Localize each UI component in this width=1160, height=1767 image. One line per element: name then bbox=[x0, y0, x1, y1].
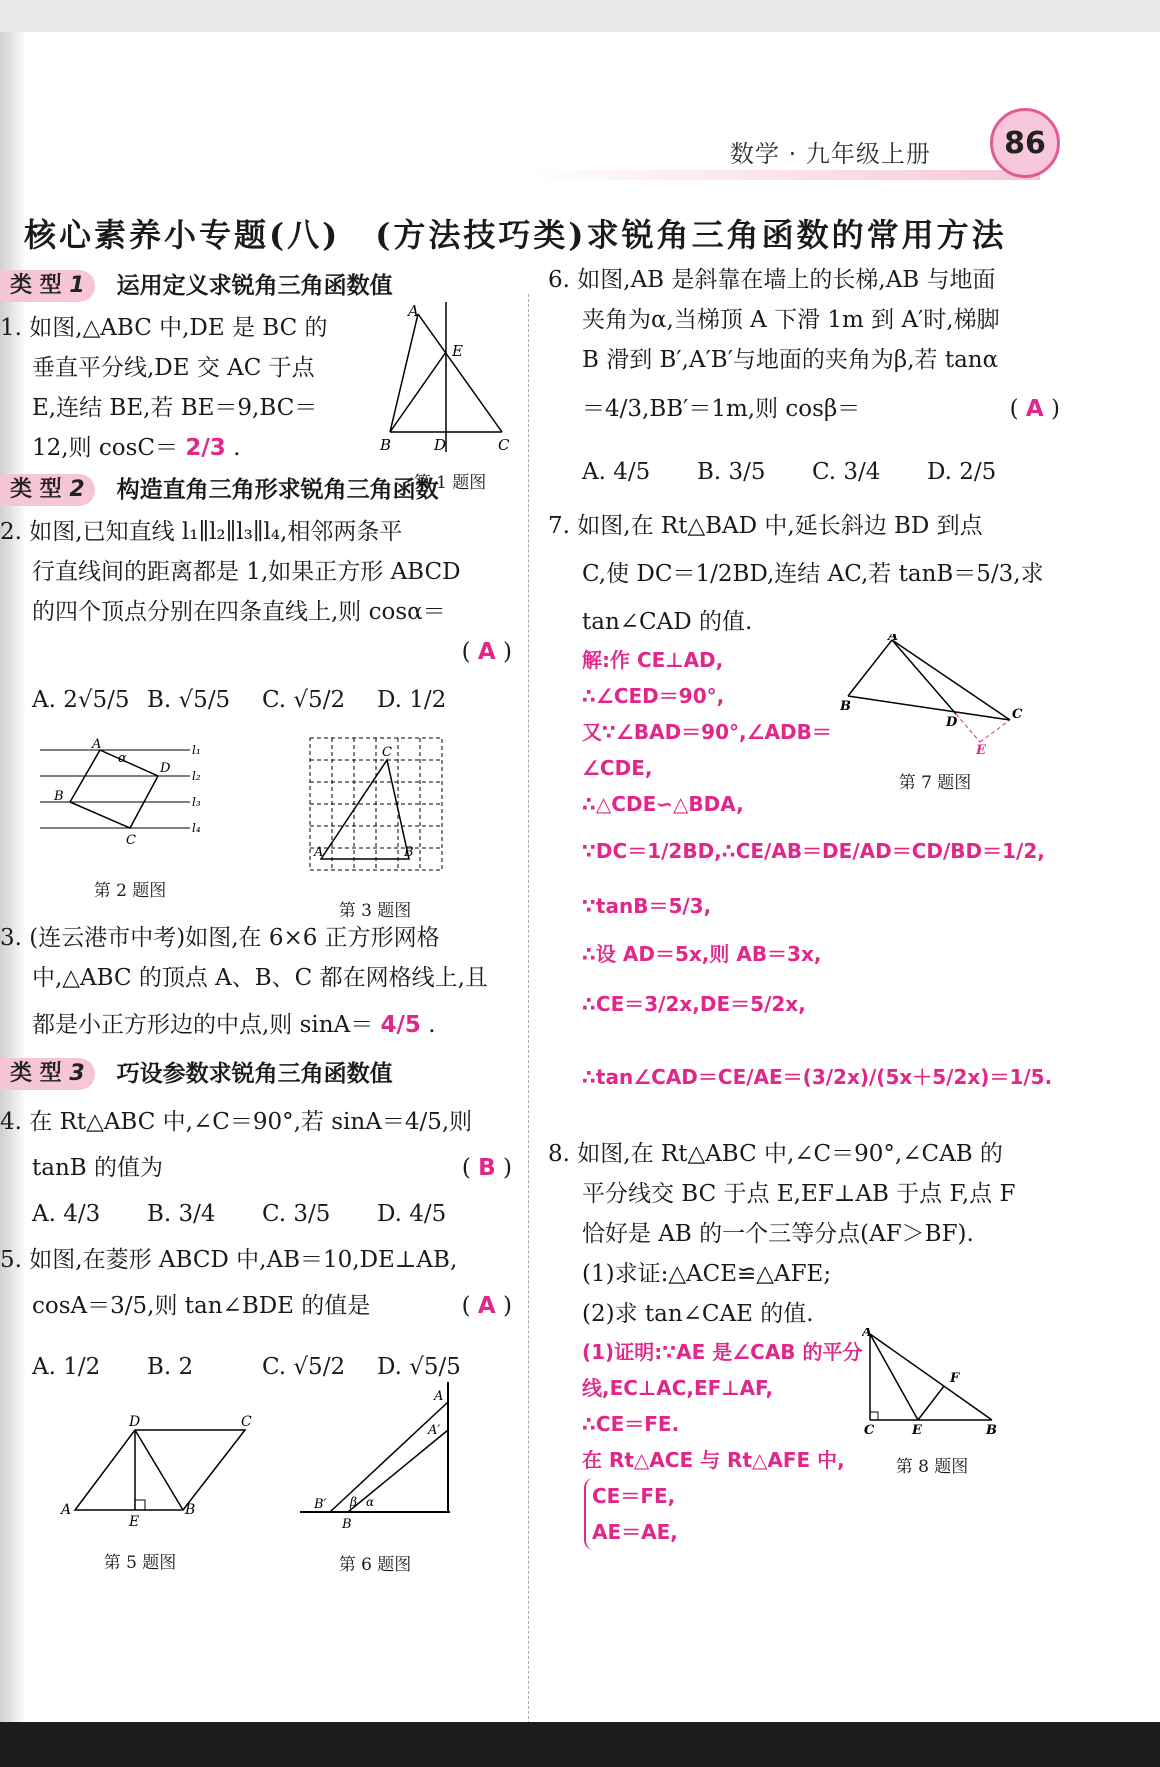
solution-line: AE＝AE, bbox=[592, 1520, 678, 1544]
q2-q3-figures bbox=[0, 728, 520, 921]
svg-text:C: C bbox=[126, 833, 136, 848]
page-header bbox=[520, 104, 1060, 186]
type-title: 运用定义求锐角三角函数值 bbox=[116, 273, 393, 299]
figure-caption: 第 1 题图 bbox=[413, 473, 487, 493]
type-3-heading bbox=[0, 1056, 520, 1092]
question-2 bbox=[0, 512, 520, 921]
system-brace bbox=[584, 1478, 772, 1550]
page-title: 核心素养小专题(八) (方法技巧类)求锐角三角函数的常用方法 bbox=[24, 216, 1007, 254]
q7-line: tan∠CAD 的值. bbox=[582, 609, 753, 635]
figure-7 bbox=[840, 634, 1030, 801]
option: C. √5/2 bbox=[262, 1354, 346, 1380]
figure-8 bbox=[862, 1328, 1002, 1485]
option: C. √5/2 bbox=[262, 687, 346, 713]
figure-caption: 第 2 题图 bbox=[93, 881, 167, 901]
right-triangle-figure bbox=[862, 1328, 1002, 1438]
svg-text:B: B bbox=[380, 436, 392, 454]
svg-text:D: D bbox=[160, 761, 171, 776]
q6-line: ＝4/3,BB′＝1m,则 cosβ＝ ( A ) bbox=[582, 396, 1060, 422]
svg-text:E: E bbox=[912, 1423, 922, 1438]
q3-line: 3. (连云港市中考)如图,在 6×6 正方形网格 bbox=[0, 925, 440, 951]
svg-text:α: α bbox=[366, 1495, 375, 1509]
option: C. 3/4 bbox=[812, 459, 881, 485]
triangle-bad-figure bbox=[840, 634, 1030, 754]
solution-line: ∵DC＝1/2BD,∴CE/AB＝DE/AD＝CD/BD＝1/2, bbox=[582, 839, 1045, 863]
svg-text:C: C bbox=[1012, 707, 1023, 722]
figure-3 bbox=[300, 728, 470, 931]
svg-text:A: A bbox=[408, 302, 419, 320]
option: B. 2 bbox=[147, 1354, 194, 1380]
q8-line: (1)求证:△ACE≌△AFE; bbox=[582, 1261, 832, 1287]
q1-answer: 2/3 bbox=[185, 435, 226, 461]
svg-text:E: E bbox=[976, 743, 986, 754]
q7-solution bbox=[548, 634, 1068, 1122]
option: A. 1/2 bbox=[32, 1354, 101, 1380]
q1-line: 垂直平分线,DE 交 AC 于点 bbox=[32, 355, 315, 381]
triangle-figure bbox=[380, 302, 520, 462]
solution-line: 解:作 CE⊥AD, bbox=[582, 648, 724, 672]
q3-line: 中,△ABC 的顶点 A、B、C 都在网格线上,且 bbox=[32, 965, 488, 991]
type-tag: 类 型 1 bbox=[0, 270, 95, 302]
svg-text:A′: A′ bbox=[428, 1423, 441, 1438]
solution-line: ∵tanB＝5/3, bbox=[582, 894, 712, 918]
solution-line: 在 Rt△ACE 与 Rt△AFE 中, bbox=[582, 1448, 845, 1472]
svg-text:F: F bbox=[950, 1371, 960, 1386]
svg-text:D: D bbox=[129, 1414, 141, 1430]
type-title: 巧设参数求锐角三角函数值 bbox=[116, 1061, 393, 1087]
ladder-figure bbox=[300, 1372, 460, 1532]
figure-1 bbox=[380, 302, 520, 503]
svg-text:C: C bbox=[864, 1423, 875, 1438]
svg-text:C: C bbox=[241, 1414, 252, 1430]
figure-caption: 第 5 题图 bbox=[103, 1553, 177, 1573]
type-tag: 类 型 3 bbox=[0, 1058, 95, 1090]
svg-text:l₁: l₁ bbox=[192, 743, 201, 757]
svg-text:A: A bbox=[61, 1502, 72, 1518]
q6-answer: A bbox=[1025, 396, 1044, 422]
q4-line: tanB 的值为 ( B ) bbox=[32, 1155, 512, 1181]
grid-figure bbox=[300, 728, 450, 878]
svg-text:D: D bbox=[434, 436, 447, 454]
figure-caption: 第 8 题图 bbox=[895, 1457, 969, 1477]
option: A. 2√5/5 bbox=[32, 687, 130, 713]
page-number-badge: 86 bbox=[990, 108, 1060, 178]
svg-text:l₄: l₄ bbox=[192, 821, 201, 835]
q2-answer-line: ( A ) bbox=[461, 639, 512, 665]
svg-text:D: D bbox=[946, 715, 958, 730]
q3-answer: 4/5 bbox=[380, 1012, 421, 1038]
svg-text:B: B bbox=[54, 789, 64, 804]
q6-line: 6. 如图,AB 是斜靠在墙上的长梯,AB 与地面 bbox=[548, 267, 996, 293]
question-3 bbox=[0, 918, 520, 1052]
figure-2 bbox=[40, 738, 220, 911]
solution-line: ∴tan∠CAD＝CE/AE＝(3/2x)/(5x＋5/2x)＝1/5. bbox=[582, 1065, 1053, 1089]
figure-caption: 第 6 题图 bbox=[338, 1555, 412, 1575]
svg-text:B′: B′ bbox=[314, 1497, 327, 1512]
page bbox=[0, 32, 1160, 1722]
option: D. 2/5 bbox=[927, 459, 997, 485]
question-4 bbox=[0, 1096, 520, 1240]
q7-line: C,使 DC＝1/2BD,连结 AC,若 tanB＝5/3,求 bbox=[582, 561, 1044, 587]
q3-line: 都是小正方形边的中点,则 sinA＝ 4/5 . bbox=[32, 1012, 436, 1038]
figure-6 bbox=[300, 1372, 470, 1585]
option: D. √5/5 bbox=[377, 1354, 461, 1380]
svg-text:β: β bbox=[350, 1495, 357, 1509]
option: D. 1/2 bbox=[377, 687, 447, 713]
figure-caption: 第 3 题图 bbox=[338, 901, 412, 921]
q6-options bbox=[548, 438, 1068, 506]
option: B. 3/4 bbox=[147, 1201, 216, 1227]
solution-line: 线,EC⊥AC,EF⊥AF, bbox=[582, 1376, 774, 1400]
solution-line: (1)证明:∵AE 是∠CAB 的平分 bbox=[582, 1340, 863, 1364]
svg-text:l₂: l₂ bbox=[192, 769, 201, 783]
option: C. 3/5 bbox=[262, 1201, 331, 1227]
svg-text:l₃: l₃ bbox=[192, 795, 201, 809]
q8-line: (2)求 tan∠CAE 的值. bbox=[582, 1301, 814, 1327]
svg-text:B: B bbox=[840, 699, 851, 714]
type-title: 构造直角三角形求锐角三角函数 bbox=[116, 477, 439, 503]
svg-text:E: E bbox=[129, 1514, 140, 1530]
svg-text:C: C bbox=[382, 745, 392, 760]
type-tag: 类 型 2 bbox=[0, 474, 95, 506]
q6-line: B 滑到 B′,A′B′与地面的夹角为β,若 tanα bbox=[582, 347, 999, 373]
figure-caption: 第 7 题图 bbox=[898, 773, 972, 793]
q1-line: E,连结 BE,若 BE＝9,BC＝ bbox=[32, 395, 318, 421]
q2-line: 行直线间的距离都是 1,如果正方形 ABCD bbox=[32, 559, 461, 585]
q2-line: 2. 如图,已知直线 l₁∥l₂∥l₃∥l₄,相邻两条平 bbox=[0, 519, 403, 545]
q1-line: 12,则 cosC＝ 2/3 . bbox=[32, 435, 241, 461]
header-band bbox=[520, 170, 1040, 180]
parallel-lines-figure bbox=[40, 738, 220, 858]
solution-line: ∴△CDE∽△BDA, bbox=[582, 792, 744, 816]
svg-text:B: B bbox=[342, 1517, 352, 1532]
rhombus-figure bbox=[55, 1410, 255, 1530]
q5-line: cosA＝3/5,则 tan∠BDE 的值是 ( A ) bbox=[32, 1293, 512, 1319]
solution-line: ∴设 AD＝5x,则 AB＝3x, bbox=[582, 942, 822, 966]
q8-line: 恰好是 AB 的一个三等分点(AF＞BF). bbox=[582, 1221, 974, 1247]
q8-line: 平分线交 BC 于点 E,EF⊥AB 于点 F,点 F bbox=[582, 1181, 1016, 1207]
svg-text:A: A bbox=[888, 634, 899, 644]
q4-answer: B bbox=[478, 1155, 496, 1181]
q4-line: 4. 在 Rt△ABC 中,∠C＝90°,若 sinA＝4/5,则 bbox=[0, 1109, 473, 1135]
svg-text:A: A bbox=[862, 1328, 873, 1340]
right-column bbox=[548, 260, 1068, 1550]
solution-line: ∴∠CED＝90°, bbox=[582, 684, 725, 708]
figure-5 bbox=[55, 1410, 255, 1583]
solution-line: 又∵∠BAD＝90°,∠ADB＝ bbox=[582, 720, 832, 744]
option: D. 4/5 bbox=[377, 1201, 447, 1227]
q5-line: 5. 如图,在菱形 ABCD 中,AB＝10,DE⊥AB, bbox=[0, 1247, 458, 1273]
svg-text:E: E bbox=[452, 342, 463, 360]
q2-answer: A bbox=[477, 639, 496, 665]
q7-line: 7. 如图,在 Rt△BAD 中,延长斜边 BD 到点 bbox=[548, 513, 983, 539]
svg-text:A: A bbox=[434, 1389, 444, 1404]
bottom-bar bbox=[0, 1722, 1160, 1767]
svg-text:A: A bbox=[314, 845, 324, 860]
q5-q6-figures bbox=[0, 1389, 520, 1582]
q4-options bbox=[0, 1188, 520, 1240]
solution-line: ∠CDE, bbox=[582, 756, 653, 780]
q2-line: 的四个顶点分别在四条直线上,则 cosα＝ bbox=[32, 599, 446, 625]
type-1-heading bbox=[0, 268, 520, 304]
svg-text:α: α bbox=[118, 751, 127, 766]
q2-options bbox=[0, 672, 520, 728]
subject-label: 数学 · 九年级上册 bbox=[730, 140, 931, 168]
q8-solution bbox=[548, 1328, 1068, 1550]
question-7 bbox=[548, 506, 1068, 1122]
solution-line: ∴CE＝3/2x,DE＝5/2x, bbox=[582, 992, 806, 1016]
question-8 bbox=[548, 1134, 1068, 1550]
column-divider bbox=[528, 294, 529, 1722]
option: A. 4/5 bbox=[582, 459, 651, 485]
svg-text:B: B bbox=[185, 1502, 196, 1518]
svg-text:B: B bbox=[404, 845, 414, 860]
question-5 bbox=[0, 1240, 520, 1582]
option: B. √5/5 bbox=[147, 687, 231, 713]
solution-line: ∴CE＝FE. bbox=[582, 1412, 680, 1436]
question-6 bbox=[548, 260, 1068, 506]
svg-text:A: A bbox=[92, 738, 102, 752]
left-column bbox=[0, 264, 520, 1582]
solution-line: CE＝FE, bbox=[592, 1484, 676, 1508]
svg-text:C: C bbox=[498, 436, 510, 454]
q6-line: 夹角为α,当梯顶 A 下滑 1m 到 A′时,梯脚 bbox=[582, 307, 1000, 333]
option: A. 4/3 bbox=[32, 1201, 101, 1227]
q5-answer: A bbox=[477, 1293, 496, 1319]
svg-text:B: B bbox=[986, 1423, 997, 1438]
q8-line: 8. 如图,在 Rt△ABC 中,∠C＝90°,∠CAB 的 bbox=[548, 1141, 1003, 1167]
option: B. 3/5 bbox=[697, 459, 766, 485]
q1-line: 1. 如图,△ABC 中,DE 是 BC 的 bbox=[0, 315, 328, 341]
